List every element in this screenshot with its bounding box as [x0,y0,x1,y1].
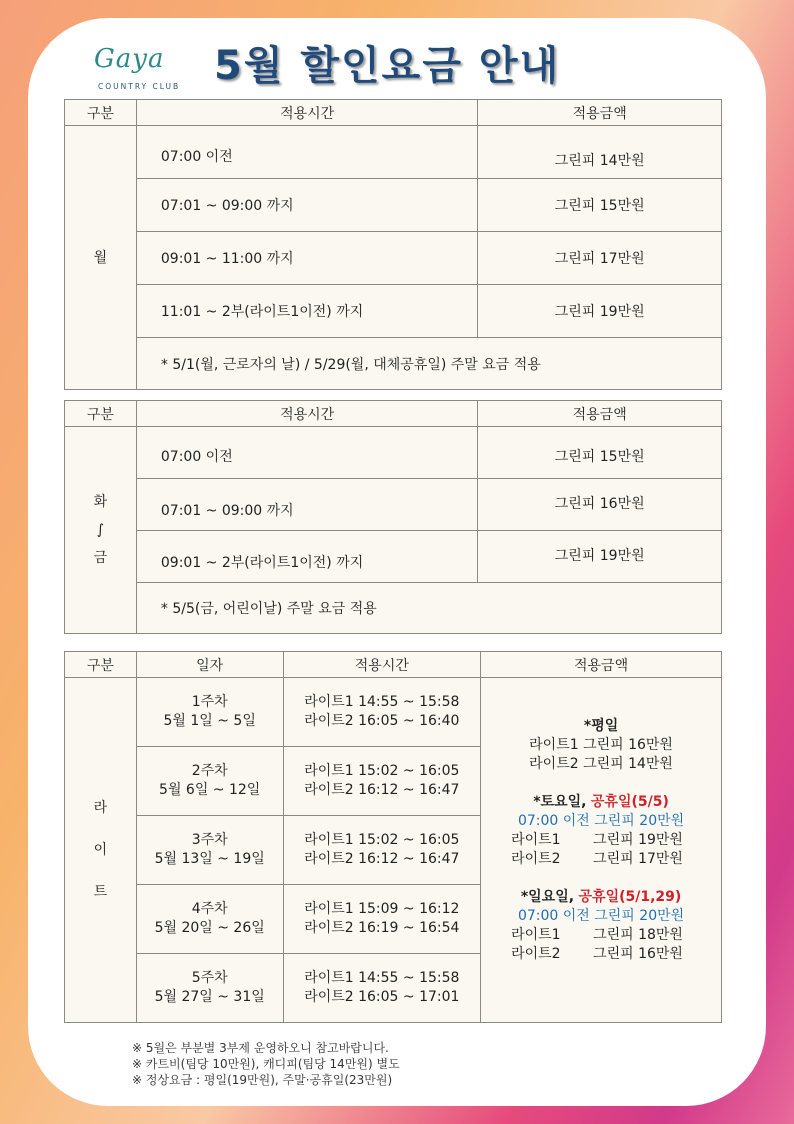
logo-subtitle: COUNTRY CLUB [98,82,181,91]
saturday-light2-row [481,850,721,869]
page-title: 5월 할인요금 안내 [214,43,561,89]
footnote: ※ 5월은 부분별 3부제 운영하오니 참고바랍니다. [132,1041,389,1055]
category-char: ∫ [96,522,105,538]
table-header-row [65,100,722,126]
fee-cell: 그린피 14만원 [478,126,722,179]
fee-cell: 그린피 15만원 [478,179,722,232]
footnotes [132,1040,400,1088]
schedule-cell [283,885,481,954]
week-label: 3주차 [191,832,228,848]
time-cell: 11:01 ~ 2부(라이트1이전) 까지 [136,285,478,338]
header-time: 적용시간 [136,401,478,427]
twilight-fee-cell [481,678,722,1023]
schedule-cell [283,816,481,885]
weekend-note: * 5/5(금, 어린이날) 주말 요금 적용 [136,583,721,634]
light-fee: 그린피 16만원 [593,945,683,962]
table-header-row [65,652,722,678]
table-header-row [65,401,722,427]
header-category: 구분 [65,401,137,427]
table-row [65,126,722,179]
light-label: 라이트1 [511,831,561,848]
week-label: 2주차 [191,763,228,779]
fee-cell: 그린피 19만원 [478,285,722,338]
header-category: 구분 [65,652,137,678]
week-label: 5주차 [191,970,228,986]
header-time: 적용시간 [283,652,481,678]
light2-time: 라이트2 16:12 ~ 16:47 [304,782,460,798]
week-cell [136,747,283,816]
schedule-cell [283,954,481,1023]
week-cell [136,954,283,1023]
week-label: 4주차 [191,901,228,917]
schedule-cell [283,747,481,816]
light2-time: 라이트2 16:05 ~ 17:01 [304,989,460,1005]
light-fee: 그린피 19만원 [593,831,683,848]
light-label: 라이트2 [511,945,561,962]
time-cell: 07:00 이전 [136,126,478,179]
light-label: 라이트2 [511,850,561,867]
week-label: 1주차 [191,694,228,710]
saturday-title [481,793,721,812]
footnote: ※ 카트비(팀당 10만원), 캐디피(팀당 14만원) 별도 [132,1057,400,1071]
week-dates: 5월 13일 ~ 19일 [154,851,265,867]
saturday-holiday: 공휴일(5/5) [590,793,669,810]
time-cell: 07:00 이전 [136,427,478,479]
category-char: 라 [93,800,108,816]
note-row [65,338,722,390]
category-cell [65,678,137,1023]
week-dates: 5월 6일 ~ 12일 [159,782,261,798]
sunday-light2-row [481,945,721,964]
week-cell [136,678,283,747]
header-time: 적용시간 [136,100,478,126]
category-char: 금 [93,550,108,566]
week-dates: 5월 27일 ~ 31일 [154,989,265,1005]
week-cell [136,885,283,954]
sunday-light1-row [481,926,721,945]
table-row [65,531,722,583]
weekend-note: * 5/1(월, 근로자의 날) / 5/29(월, 대체공휴일) 주말 요금 적용 [136,338,721,390]
saturday-early-fee: 07:00 이전 그린피 20만원 [517,812,685,829]
light1-time: 라이트1 15:02 ~ 16:05 [304,832,460,848]
category-cell [65,427,137,634]
category-char: 화 [93,494,108,510]
tue-fri-fee-table [64,400,722,634]
table-row [65,479,722,531]
light2-time: 라이트2 16:19 ~ 16:54 [304,920,460,936]
fee-cell: 그린피 16만원 [478,479,722,531]
sunday-label: *일요일, [520,888,575,905]
table-row [65,678,722,747]
fee-cell: 그린피 19만원 [478,531,722,583]
footnote: ※ 정상요금 : 평일(19만원), 주말·공휴일(23만원) [132,1073,393,1087]
time-cell: 09:01 ~ 2부(라이트1이전) 까지 [136,531,478,583]
light2-time: 라이트2 16:12 ~ 16:47 [304,851,460,867]
category-char: 트 [93,884,108,900]
light-fee: 그린피 17만원 [593,850,683,867]
saturday-label: *토요일, [533,793,587,810]
light-fee: 그린피 18만원 [593,926,683,943]
sunday-early-fee: 07:00 이전 그린피 20만원 [517,907,685,924]
time-cell: 07:01 ~ 09:00 까지 [136,479,478,531]
light1-time: 라이트1 15:02 ~ 16:05 [304,763,460,779]
light1-time: 라이트1 15:09 ~ 16:12 [304,901,460,917]
fee-cell: 그린피 17만원 [478,232,722,285]
header-date: 일자 [136,652,283,678]
header-fee: 적용금액 [481,652,722,678]
header [0,0,794,98]
sunday-holiday: 공휴일(5/1,29) [578,888,682,905]
logo-text: Gaya [94,44,165,74]
weekday-title: *평일 [583,717,619,734]
category-cell: 월 [65,126,137,390]
time-cell: 09:01 ~ 11:00 까지 [136,232,478,285]
saturday-light1-row [481,831,721,850]
table-row [65,427,722,479]
header-category: 구분 [65,100,137,126]
light1-time: 라이트1 14:55 ~ 15:58 [304,970,460,986]
fee-cell: 그린피 15만원 [478,427,722,479]
week-dates: 5월 1일 ~ 5일 [163,713,256,729]
category-char: 이 [93,842,108,858]
note-row [65,583,722,634]
monday-fee-table [64,99,722,390]
gaya-logo [94,44,204,94]
table-row [65,285,722,338]
header-fee: 적용금액 [478,100,722,126]
week-dates: 5월 20일 ~ 26일 [154,920,265,936]
table-row [65,179,722,232]
table-row [65,232,722,285]
weekday-light2-fee: 라이트2 그린피 14만원 [529,755,673,772]
schedule-cell [283,678,481,747]
light2-time: 라이트2 16:05 ~ 16:40 [304,713,460,729]
time-cell: 07:01 ~ 09:00 까지 [136,179,478,232]
header-fee: 적용금액 [478,401,722,427]
light1-time: 라이트1 14:55 ~ 15:58 [304,694,460,710]
light-label: 라이트1 [511,926,561,943]
weekday-light1-fee: 라이트1 그린피 16만원 [529,736,673,753]
twilight-fee-table [64,651,722,1023]
sunday-title [481,888,721,907]
week-cell [136,816,283,885]
